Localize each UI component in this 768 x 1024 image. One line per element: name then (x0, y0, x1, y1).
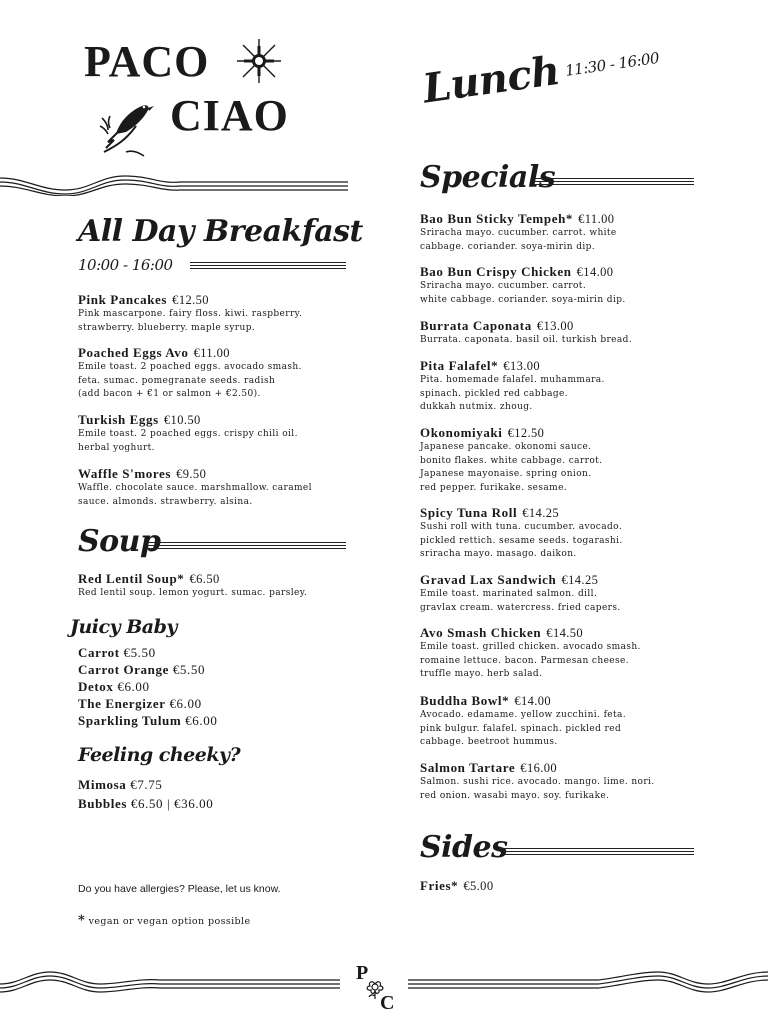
item-name: Pink Pancakes (78, 292, 168, 307)
item-name: Buddha Bowl* (420, 693, 510, 708)
item-desc: Avocado. edamame. yellow zucchini. feta. pink bulgur. falafel. spinach. pickled red cabbage. beetroot hummus. (420, 710, 627, 747)
item-name: Bao Bun Crispy Chicken (420, 264, 572, 279)
brand-ciao: CIAO (170, 91, 289, 140)
item-name: Salmon Tartare (420, 760, 516, 775)
menu-item (420, 261, 626, 307)
menu-item (78, 342, 302, 402)
menu-item (420, 875, 493, 894)
item-name: Pita Falafel* (420, 358, 499, 373)
menu-item: Mimosa €7.75 (78, 777, 163, 792)
item-price: €10.50 (163, 413, 201, 427)
vegan-note: * vegan or vegan option possible (78, 913, 251, 928)
item-desc: Emile toast. marinated salmon. dill. gravlax cream. watercress. fried capers. (420, 589, 621, 613)
item-price: €12.50 (172, 293, 209, 307)
flower-icon (364, 978, 386, 1000)
item-desc: Salmon. sushi rice. avocado. mango. lime. nori. red onion. wasabi mayo. soy. furikake. (420, 777, 655, 801)
item-desc: Burrata. caponata. basil oil. turkish bread. (420, 335, 633, 345)
menu-item (420, 315, 632, 348)
juicy-heading: Juicy Baby (70, 616, 177, 638)
allergy-note: Do you have allergies? Please, let us know. (78, 883, 281, 895)
item-desc: Sriracha mayo. cucumber. carrot. white cabbage. coriander. soya-mirin dip. (420, 281, 626, 305)
breakfast-time: 10:00 - 16:00 (78, 256, 173, 274)
menu-item: Bubbles €6.50 | €36.00 (78, 796, 214, 811)
item-name: Waffle S'mores (78, 466, 172, 481)
menu-item: Carrot €5.50 (78, 645, 156, 660)
item-desc: Sriracha mayo. cucumber. carrot. white cabbage. coriander. soya-mirin dip. (420, 228, 617, 252)
item-price: €14.25 (522, 506, 560, 520)
specials-heading: Specials (420, 160, 556, 195)
menu-item (420, 757, 655, 803)
item-price: €13.00 (503, 359, 541, 373)
menu-item (420, 208, 617, 254)
item-name: Burrata Caponata (420, 318, 532, 333)
item-price: €14.50 (546, 626, 584, 640)
menu-item (420, 355, 605, 415)
menu-item (420, 502, 623, 562)
cheeky-list (78, 775, 213, 813)
menu-item: Carrot Orange €5.50 (78, 662, 206, 677)
item-name: Poached Eggs Avo (78, 345, 189, 360)
menu-item (420, 622, 641, 682)
item-desc: Pita. homemade falafel. muhammara. spinach. pickled red cabbage. dukkah nutmix. zhoug. (420, 375, 605, 412)
menu-item: The Energizer €6.00 (78, 696, 202, 711)
wave-divider (0, 172, 348, 196)
item-name: Spicy Tuna Roll (420, 505, 518, 520)
item-desc: Emile toast. grilled chicken. avocado smash. romaine lettuce. bacon. Parmesan cheese. truffle mayo. herb salad. (420, 642, 641, 679)
breakfast-heading: All Day Breakfast (78, 214, 363, 249)
footer-monogram-p: P (356, 962, 369, 984)
menu-item (420, 422, 602, 495)
lunch-heading: Lunch (420, 46, 563, 113)
item-desc: Sushi roll with tuna. cucumber. avocado. pickled rettich. sesame seeds. togarashi. sriracha mayo. masago. daikon. (420, 522, 623, 559)
item-desc: Emile toast. 2 poached eggs. crispy chili oil. herbal yoghurt. (78, 429, 298, 453)
item-name: Fries* (420, 878, 459, 893)
menu-item (78, 568, 307, 601)
item-name: Avo Smash Chicken (420, 625, 542, 640)
item-price: €14.00 (514, 694, 552, 708)
cheeky-heading: Feeling cheeky? (78, 744, 241, 766)
asterisk: * (78, 913, 86, 928)
item-desc: Emile toast. 2 poached eggs. avocado smash. feta. sumac. pomegranate seeds. radish (add bacon + €1 or salmon + €2.50). (78, 362, 302, 399)
juice-list (78, 644, 217, 729)
item-price: €9.50 (176, 467, 207, 481)
item-desc: Japanese pancake. okonomi sauce. bonito flakes. white cabbage. carrot. Japanese mayonaise. spring onion. red pepper. furikake. sesame. (420, 442, 603, 493)
rule-lines (500, 848, 694, 855)
wave-divider (0, 968, 340, 994)
brand-paco: PACO (84, 37, 210, 86)
item-desc: Red lentil soup. lemon yogurt. sumac. parsley. (78, 588, 308, 598)
menu-item (420, 569, 621, 615)
menu-item (78, 409, 298, 455)
item-price: €11.00 (578, 212, 615, 226)
item-name: Bao Bun Sticky Tempeh* (420, 211, 573, 226)
menu-item: Sparkling Tulum €6.00 (78, 713, 218, 728)
item-price: €11.00 (193, 346, 230, 360)
item-price: €14.00 (576, 265, 614, 279)
menu-item (78, 463, 312, 509)
soup-heading: Soup (78, 524, 161, 559)
menu-item (78, 289, 302, 335)
bird-icon (96, 96, 156, 158)
rule-lines (146, 542, 346, 549)
item-name: Red Lentil Soup* (78, 571, 185, 586)
item-price: €14.25 (561, 573, 599, 587)
item-desc: Waffle. chocolate sauce. marshmallow. caramel sauce. almonds. strawberry. alsina. (78, 483, 312, 507)
rule-lines (534, 178, 694, 185)
item-price: €5.00 (463, 879, 494, 893)
item-name: Okonomiyaki (420, 425, 503, 440)
menu-item: Detox €6.00 (78, 679, 150, 694)
item-price: €16.00 (520, 761, 558, 775)
item-name: Gravad Lax Sandwich (420, 572, 557, 587)
wave-divider (408, 968, 768, 994)
item-name: Turkish Eggs (78, 412, 159, 427)
menu-item (420, 690, 626, 750)
lunch-time: 11:30 - 16:00 (564, 48, 661, 80)
rule-lines (190, 262, 346, 269)
item-price: €6.50 (189, 572, 220, 586)
item-price: €12.50 (507, 426, 545, 440)
footer-monogram-c: C (380, 992, 395, 1014)
sides-heading: Sides (420, 830, 508, 865)
sun-icon (236, 38, 282, 84)
item-desc: Pink mascarpone. fairy floss. kiwi. raspberry. strawberry. blueberry. maple syrup. (78, 309, 303, 333)
item-price: €13.00 (536, 319, 574, 333)
